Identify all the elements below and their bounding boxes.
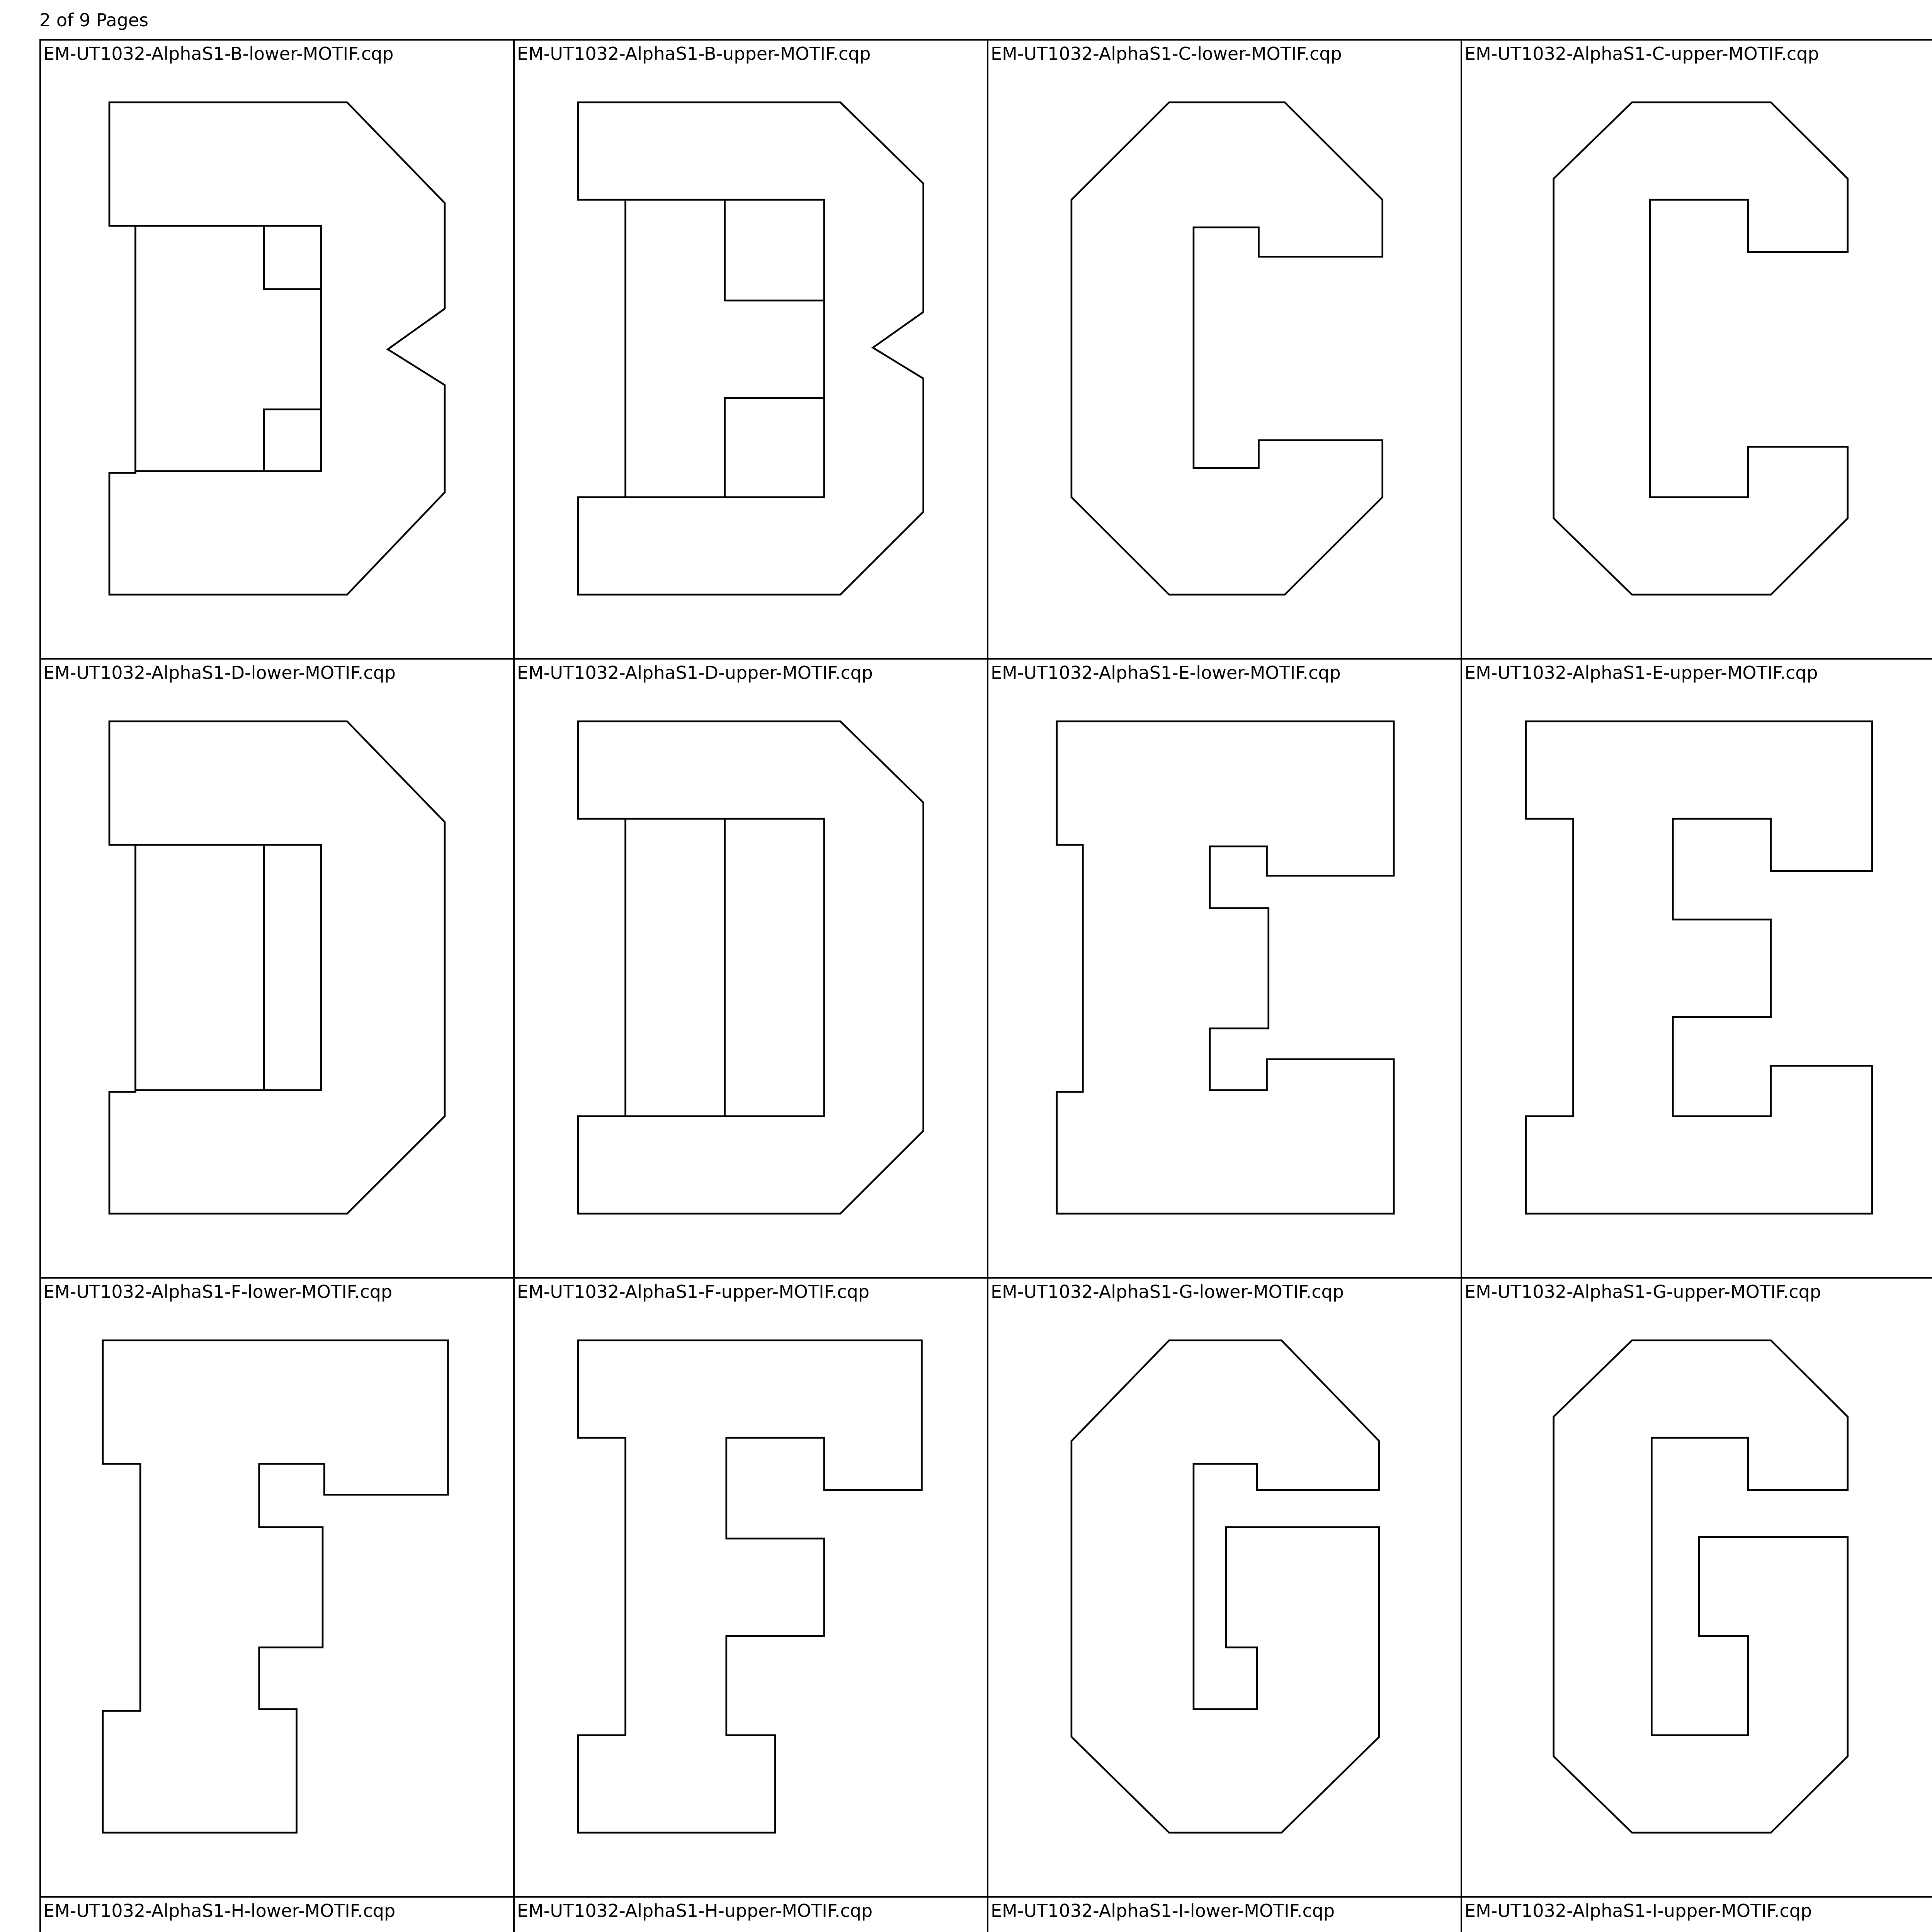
file-label: EM-UT1032-AlphaS1-E-upper-MOTIF.cqp — [1464, 662, 1818, 683]
file-label: EM-UT1032-AlphaS1-D-upper-MOTIF.cqp — [517, 662, 873, 683]
letter-d-lower-outline — [41, 660, 513, 1277]
file-label: EM-UT1032-AlphaS1-H-lower-MOTIF.cqp — [43, 1900, 396, 1921]
letter-g-lower-outline — [988, 1279, 1461, 1896]
letter-i-lower-outline — [988, 1898, 1461, 1932]
letter-h-lower-outline — [41, 1898, 513, 1932]
file-label: EM-UT1032-AlphaS1-B-upper-MOTIF.cqp — [517, 43, 871, 64]
letter-g-upper-outline — [1462, 1279, 1932, 1896]
motif-grid — [39, 39, 1932, 1932]
motif-cell-e-upper — [1462, 660, 1932, 1279]
letter-f-lower-outline — [41, 1279, 513, 1896]
motif-cell-i-lower — [988, 1898, 1462, 1932]
file-label: EM-UT1032-AlphaS1-C-upper-MOTIF.cqp — [1464, 43, 1819, 64]
motif-cell-b-lower — [41, 41, 515, 660]
file-label: EM-UT1032-AlphaS1-G-lower-MOTIF.cqp — [991, 1281, 1344, 1302]
letter-h-upper-outline — [515, 1898, 987, 1932]
file-label: EM-UT1032-AlphaS1-G-upper-MOTIF.cqp — [1464, 1281, 1821, 1302]
file-label: EM-UT1032-AlphaS1-F-lower-MOTIF.cqp — [43, 1281, 393, 1302]
letter-b-lower-outline — [41, 41, 513, 658]
motif-cell-f-upper — [515, 1279, 988, 1898]
file-label: EM-UT1032-AlphaS1-H-upper-MOTIF.cqp — [517, 1900, 873, 1921]
letter-i-upper-outline — [1462, 1898, 1932, 1932]
motif-cell-h-upper — [515, 1898, 988, 1932]
motif-cell-g-upper — [1462, 1279, 1932, 1898]
letter-d-upper-outline — [515, 660, 987, 1277]
file-label: EM-UT1032-AlphaS1-I-upper-MOTIF.cqp — [1464, 1900, 1812, 1921]
letter-e-upper-outline — [1462, 660, 1932, 1277]
motif-cell-g-lower — [988, 1279, 1462, 1898]
letter-c-upper-outline — [1462, 41, 1932, 658]
file-label: EM-UT1032-AlphaS1-C-lower-MOTIF.cqp — [991, 43, 1342, 64]
letter-b-upper-outline — [515, 41, 987, 658]
motif-cell-c-upper — [1462, 41, 1932, 660]
motif-cell-d-upper — [515, 660, 988, 1279]
motif-cell-h-lower — [41, 1898, 515, 1932]
letter-f-upper-outline — [515, 1279, 987, 1896]
letter-c-lower-outline — [988, 41, 1461, 658]
file-label: EM-UT1032-AlphaS1-E-lower-MOTIF.cqp — [991, 662, 1341, 683]
file-label: EM-UT1032-AlphaS1-F-upper-MOTIF.cqp — [517, 1281, 870, 1302]
motif-cell-i-upper — [1462, 1898, 1932, 1932]
file-label: EM-UT1032-AlphaS1-D-lower-MOTIF.cqp — [43, 662, 396, 683]
page-header: 2 of 9 Pages — [39, 10, 149, 31]
motif-cell-b-upper — [515, 41, 988, 660]
motif-cell-d-lower — [41, 660, 515, 1279]
motif-cell-e-lower — [988, 660, 1462, 1279]
file-label: EM-UT1032-AlphaS1-B-lower-MOTIF.cqp — [43, 43, 394, 64]
file-label: EM-UT1032-AlphaS1-I-lower-MOTIF.cqp — [991, 1900, 1335, 1921]
motif-cell-f-lower — [41, 1279, 515, 1898]
motif-cell-c-lower — [988, 41, 1462, 660]
letter-e-lower-outline — [988, 660, 1461, 1277]
